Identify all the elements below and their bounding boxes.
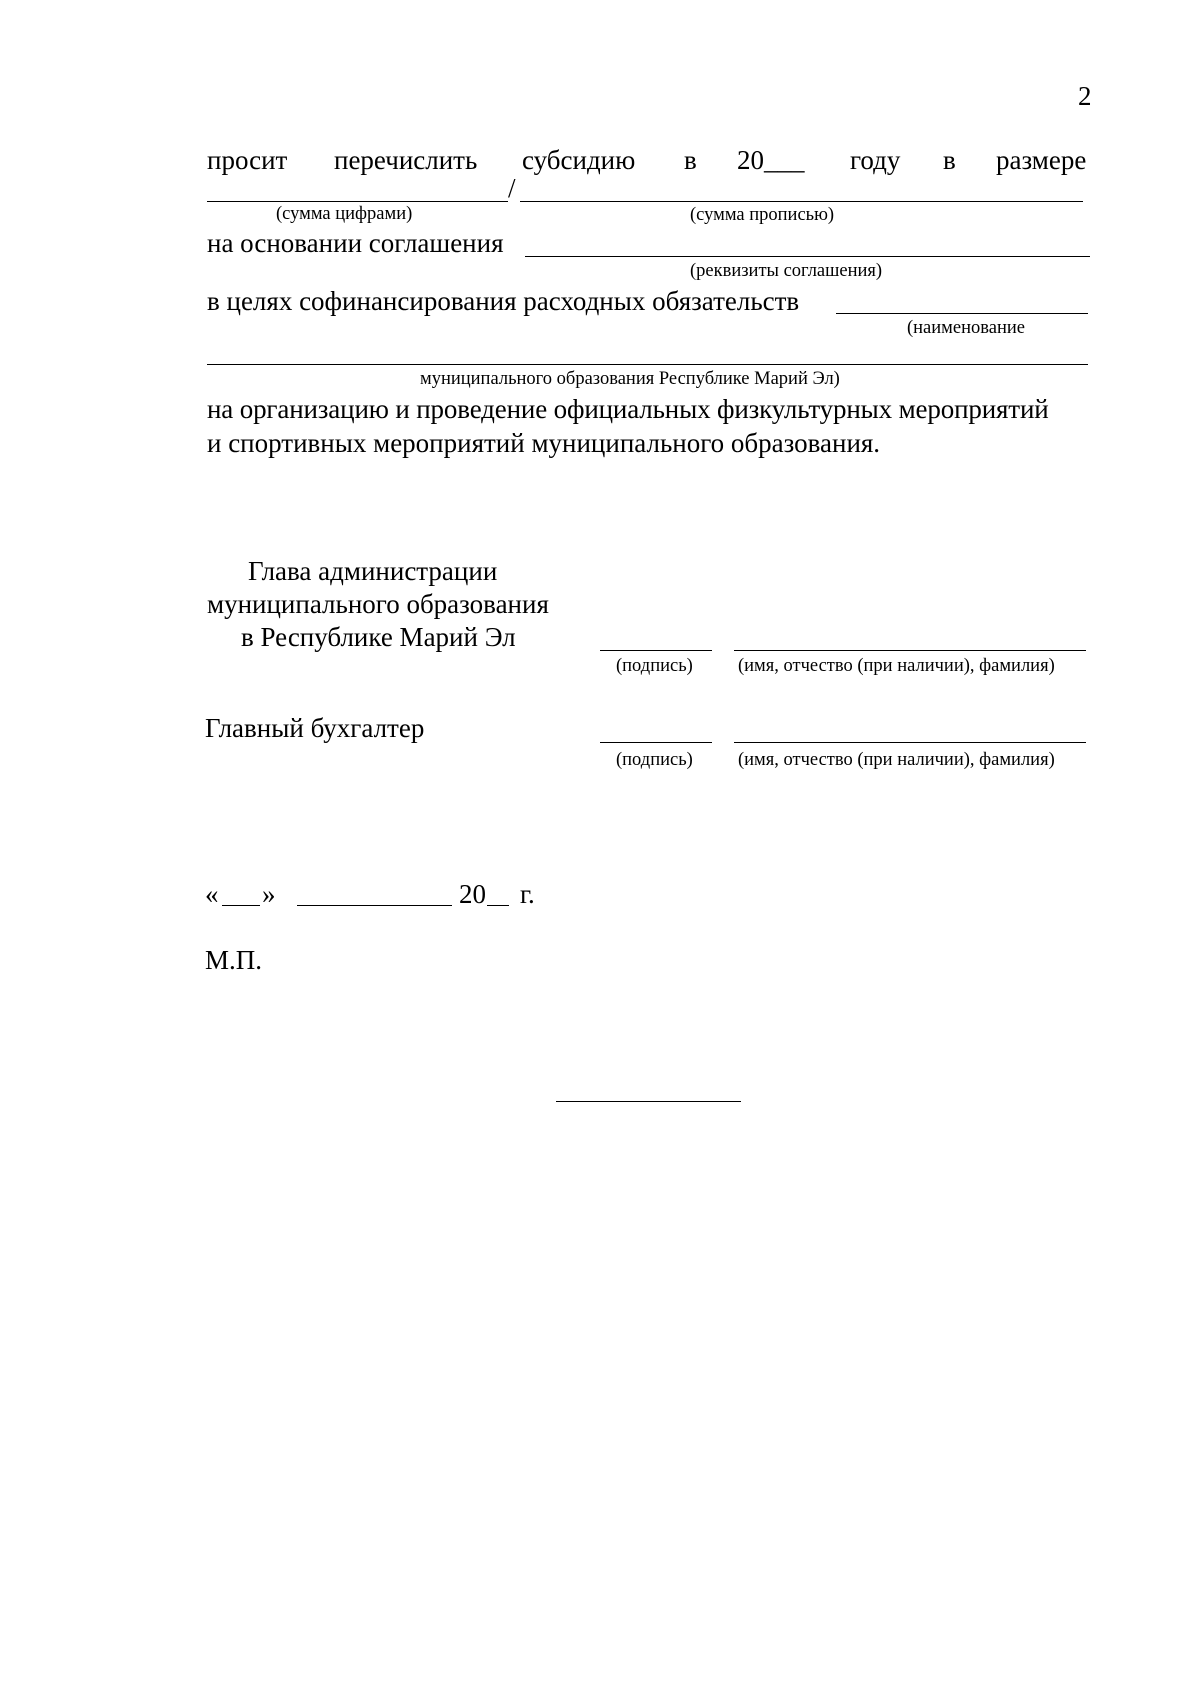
request-word: в	[943, 145, 956, 175]
amount-slash: /	[508, 173, 516, 203]
accountant-signature-blank	[600, 742, 712, 743]
accountant-name-caption: (имя, отчество (при наличии), фамилия)	[738, 750, 1055, 770]
request-word: размере	[996, 145, 1087, 175]
request-word: перечислить	[334, 145, 478, 175]
accountant-sign-caption: (подпись)	[616, 750, 693, 770]
accountant-name-blank	[734, 742, 1086, 743]
date-month-blank	[297, 905, 452, 906]
goal-caption-b: муниципального образования Республике Марий Эл)	[420, 369, 840, 389]
stamp-place: М.П.	[205, 945, 263, 975]
request-word: субсидию	[522, 145, 636, 175]
head-name-caption: (имя, отчество (при наличии), фамилия)	[738, 656, 1055, 676]
amount-digits-blank	[207, 201, 508, 202]
request-word: просит	[207, 145, 288, 175]
agreement-caption: (реквизиты соглашения)	[690, 261, 883, 281]
municipality-blank	[207, 364, 1088, 365]
amount-digits-caption: (сумма цифрами)	[276, 204, 413, 224]
head-title-line-3: в Республике Марий Эл	[241, 622, 516, 652]
date-year-blank	[487, 905, 509, 906]
closing-rule	[556, 1101, 741, 1102]
purpose-line-2: и спортивных мероприятий муниципального образования.	[207, 428, 881, 458]
date-year-prefix: 20	[459, 879, 486, 909]
head-title-line-2: муниципального образования	[207, 589, 549, 619]
agreement-blank	[525, 256, 1090, 257]
amount-words-blank	[520, 201, 1083, 202]
head-sign-caption: (подпись)	[616, 656, 693, 676]
request-word: 20___	[737, 145, 805, 175]
head-signature-blank	[600, 650, 712, 651]
purpose-line-1: на организацию и проведение официальных физкультурных мероприятий	[207, 394, 1049, 424]
request-word: году	[850, 145, 901, 175]
date-open-quote: «	[205, 879, 219, 909]
goal-text: в целях софинансирования расходных обязательств	[207, 286, 800, 316]
date-close-quote: »	[262, 879, 276, 909]
request-word: в	[684, 145, 697, 175]
agreement-text: на основании соглашения	[207, 228, 504, 258]
date-year-suffix: г.	[520, 879, 535, 909]
amount-words-caption: (сумма прописью)	[690, 205, 835, 225]
goal-blank	[836, 313, 1088, 314]
head-title-line-1: Глава администрации	[248, 556, 498, 586]
date-day-blank	[222, 905, 260, 906]
goal-caption-a: (наименование	[907, 318, 1025, 338]
head-name-blank	[734, 650, 1086, 651]
page-number: 2	[1078, 81, 1092, 111]
accountant-title: Главный бухгалтер	[205, 713, 425, 743]
